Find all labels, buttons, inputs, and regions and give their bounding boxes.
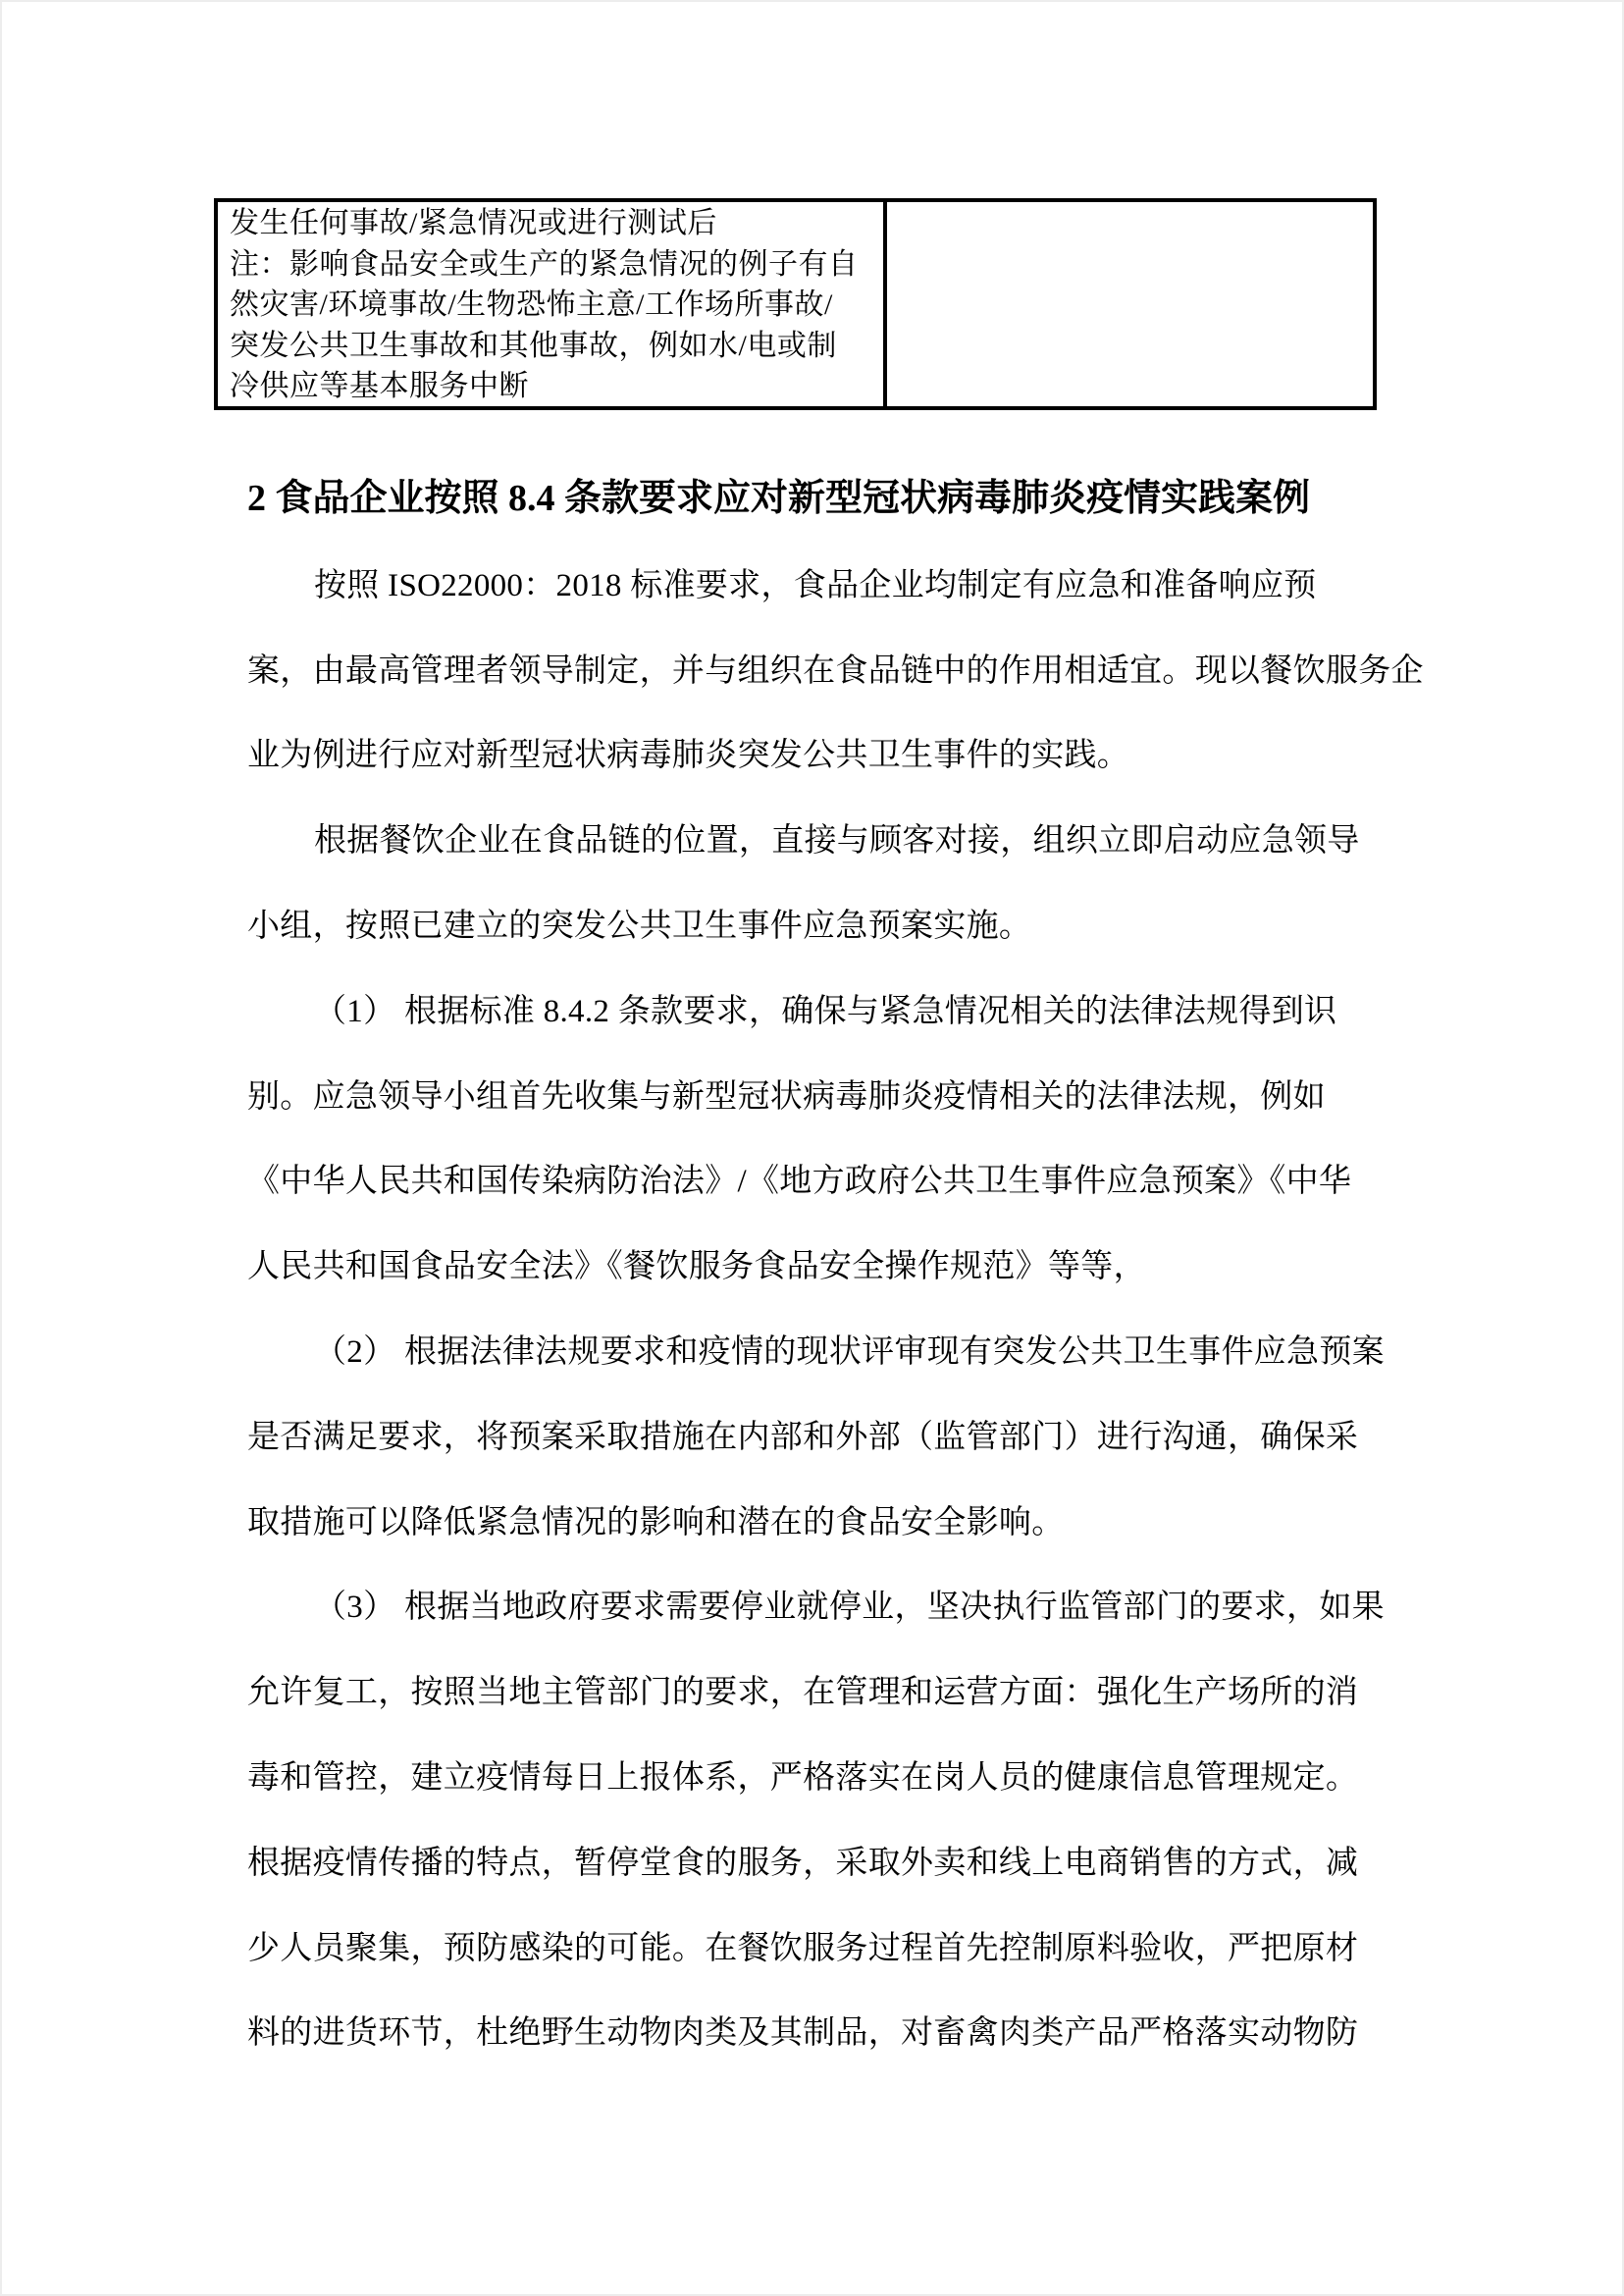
table-cell-line: 突发公共卫生事故和其他事故，例如水/电或制: [230, 329, 837, 362]
table-cell-empty: [887, 202, 1373, 406]
body-text-line: 允许复工，按照当地主管部门的要求，在管理和运营方面：强化生产场所的消: [247, 1675, 1359, 1711]
body-paragraphs: [247, 540, 1429, 2072]
table-cell-line: 注：影响食品安全或生产的紧急情况的例子有自: [230, 247, 859, 281]
body-text-line: 根据疫情传播的特点，暂停堂食的服务，采取外卖和线上电商销售的方式，减: [247, 1845, 1359, 1881]
body-text-line: （2） 根据法律法规要求和疫情的现状评审现有突发公共卫生事件应急预案: [314, 1334, 1385, 1371]
body-text-line: 人民共和国食品安全法》《餐饮服务食品安全操作规范》等等，: [247, 1249, 1146, 1285]
body-text-line: 《中华人民共和国传染病防治法》/《地方政府公共卫生事件应急预案》《中华: [247, 1164, 1352, 1200]
body-text-line: 取措施可以降低紧急情况的影响和潜在的食品安全影响。: [247, 1504, 1065, 1540]
body-text-line: 少人员聚集，预防感染的可能。在餐饮服务过程首先控制原料验收，严把原材: [247, 1930, 1359, 1966]
body-text-line: 业为例进行应对新型冠状病毒肺炎突发公共卫生事件的实践。: [247, 738, 1130, 774]
body-text-line: 料的进货环节，杜绝野生动物肉类及其制品，对畜禽肉类产品严格落实动物防: [247, 2015, 1359, 2052]
body-text-line: 按照 ISO22000：2018 标准要求，食品企业均制定有应急和准备响应预: [314, 567, 1317, 603]
emergency-table-fragment: [214, 198, 1377, 410]
body-text-line: 小组，按照已建立的突发公共卫生事件应急预案实施。: [247, 909, 1032, 945]
body-text-line: （3） 根据当地政府要求需要停业就停业，坚决执行监管部门的要求，如果: [314, 1590, 1385, 1626]
body-text-line: 别。应急领导小组首先收集与新型冠状病毒肺炎疫情相关的法律法规，例如: [247, 1078, 1326, 1115]
table-cell-line: 然灾害/环境事故/生物恐怖主意/工作场所事故/: [230, 288, 833, 322]
section-heading: 2 食品企业按照 8.4 条款要求应对新型冠状病毒肺炎疫情实践案例: [247, 478, 1311, 519]
table-cell-line: 发生任何事故/紧急情况或进行测试后: [230, 207, 717, 239]
body-text-line: （1） 根据标准 8.4.2 条款要求，确保与紧急情况相关的法律法规得到识: [314, 993, 1337, 1029]
body-text-line: 根据餐饮企业在食品链的位置，直接与顾客对接，组织立即启动应急领导: [314, 823, 1360, 860]
body-text-line: 是否满足要求，将预案采取措施在内部和外部（监管部门）进行沟通，确保采: [247, 1419, 1359, 1455]
body-text-line: 毒和管控，建立疫情每日上报体系，严格落实在岗人员的健康信息管理规定。: [247, 1760, 1359, 1797]
body-text-line: 案，由最高管理者领导制定，并与组织在食品链中的作用相适宜。现以餐饮服务企: [247, 652, 1424, 689]
table-cell-emergency-examples: [218, 202, 887, 406]
table-cell-line: 冷供应等基本服务中断: [230, 370, 529, 403]
